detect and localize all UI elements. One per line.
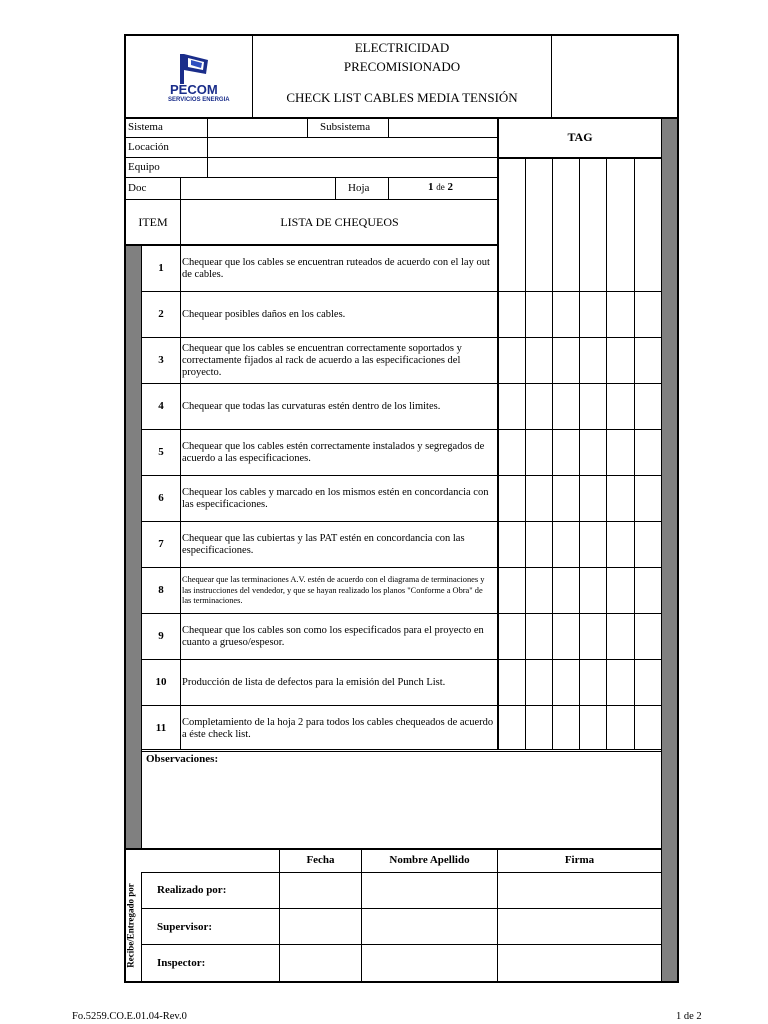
item-text: Completamiento de la hoja 2 para todos los cables chequeados de acuerdo a éste check list. (182, 717, 494, 740)
tag-check-cell[interactable] (526, 660, 552, 705)
item-header: ITEM (138, 215, 168, 229)
item-text: Chequear que las terminaciones A.V. estén de acuerdo con el diagrama de terminaciones y las instrucciones del vendedor, y que se hayan realizado los planos "Conforme a Obra" de las terminaciones. (182, 575, 485, 606)
header-title-2: PRECOMISIONADO (343, 59, 461, 74)
hoja-total: 2 (447, 181, 453, 193)
tag-check-cell[interactable] (553, 522, 579, 567)
label-hoja: Hoja (348, 182, 370, 194)
logo-text: PECOM (170, 82, 218, 97)
tag-check-cell[interactable] (635, 614, 661, 659)
footer-page: 1 de 2 (676, 1011, 702, 1022)
pecom-logo (160, 50, 232, 106)
tag-check-cell[interactable] (526, 476, 552, 521)
row-separator (142, 751, 662, 752)
tag-check-cell[interactable] (580, 384, 606, 429)
tag-check-cell[interactable] (635, 430, 661, 475)
tag-check-cell[interactable] (553, 476, 579, 521)
tag-check-cell[interactable] (580, 292, 606, 337)
tag-check-cell[interactable] (607, 614, 634, 659)
tag-check-cell[interactable] (635, 384, 661, 429)
footer-code: Fo.5259.CO.E.01.04-Rev.0 (72, 1011, 187, 1022)
tag-check-cell[interactable] (607, 246, 634, 291)
tag-check-cell[interactable] (499, 568, 525, 613)
item-text: Chequear que las cubiertas y las PAT estén en concordancia con las especificaciones. (182, 533, 465, 556)
tag-check-cell[interactable] (580, 614, 606, 659)
label-locacion: Locación (128, 141, 169, 153)
tag-check-cell[interactable] (526, 338, 552, 383)
tag-check-cell[interactable] (526, 246, 552, 291)
tag-check-cell[interactable] (499, 706, 525, 751)
item-text: Chequear que todas las curvaturas estén dentro de los limites. (182, 401, 441, 412)
tag-check-cell[interactable] (499, 476, 525, 521)
item-number: 6 (158, 492, 164, 504)
tag-check-cell[interactable] (526, 430, 552, 475)
tag-check-cell[interactable] (580, 476, 606, 521)
item-number: 7 (158, 538, 164, 550)
hoja-number (428, 182, 453, 193)
tag-check-cell[interactable] (553, 292, 579, 337)
tag-check-cell[interactable] (635, 706, 661, 751)
tag-check-cell[interactable] (553, 384, 579, 429)
item-text: Chequear los cables y marcado en los mismos estén en concordancia con las especificaciones. (182, 487, 489, 510)
tag-check-cell[interactable] (580, 430, 606, 475)
label-doc: Doc (128, 182, 147, 194)
tag-check-cell[interactable] (580, 522, 606, 567)
tag-check-cell[interactable] (553, 660, 579, 705)
item-number: 5 (158, 446, 164, 458)
tag-check-cell[interactable] (580, 338, 606, 383)
tag-check-cell[interactable] (526, 292, 552, 337)
tag-check-cell[interactable] (553, 246, 579, 291)
sig-row-realizado: Realizado por: (157, 884, 227, 896)
item-number: 4 (158, 400, 164, 412)
tag-check-cell[interactable] (635, 568, 661, 613)
hoja-current: 1 (428, 181, 434, 193)
tag-check-cell[interactable] (526, 706, 552, 751)
item-number: 2 (158, 308, 164, 320)
label-sistema: Sistema (128, 121, 163, 133)
tag-check-cell[interactable] (499, 246, 525, 291)
tag-check-cell[interactable] (607, 660, 634, 705)
tag-check-cell[interactable] (635, 246, 661, 291)
sig-row-inspector: Inspector: (157, 957, 206, 969)
label-equipo: Equipo (128, 161, 160, 173)
item-number: 9 (158, 630, 164, 642)
tag-check-cell[interactable] (526, 522, 552, 567)
tag-check-cell[interactable] (607, 338, 634, 383)
col-nombre: Nombre Apellido (389, 854, 470, 866)
tag-check-cell[interactable] (607, 522, 634, 567)
logo-subtext: SERVICIOS ENERGIA (168, 97, 230, 103)
observaciones-area[interactable] (142, 766, 661, 848)
observaciones-label: Observaciones: (146, 753, 219, 765)
tag-check-cell[interactable] (499, 522, 525, 567)
tag-check-cell[interactable] (553, 568, 579, 613)
item-text: Chequear posibles daños en los cables. (182, 309, 346, 320)
tag-check-cell[interactable] (499, 660, 525, 705)
side-label-recibe: Recibe/Entregado por (125, 883, 136, 968)
tag-check-cell[interactable] (553, 614, 579, 659)
tag-check-cell[interactable] (553, 706, 579, 751)
item-text: Chequear que los cables se encuentran ruteados de acuerdo con el lay out de cables. (182, 257, 490, 280)
item-number: 10 (155, 676, 167, 688)
tag-check-cell[interactable] (607, 568, 634, 613)
tag-check-cell[interactable] (499, 430, 525, 475)
tag-check-cell[interactable] (607, 430, 634, 475)
col-fecha: Fecha (306, 854, 335, 866)
header-title-3: CHECK LIST CABLES MEDIA TENSIÓN (286, 90, 518, 105)
sig-row-supervisor: Supervisor: (157, 921, 212, 933)
label-subsistema: Subsistema (320, 121, 371, 133)
tag-check-cell[interactable] (635, 660, 661, 705)
item-text: Chequear que los cables estén correctamente instalados y segregados de acuerdo a las especificaciones. (182, 441, 485, 464)
item-number: 1 (158, 262, 164, 274)
tag-check-cell[interactable] (580, 568, 606, 613)
tag-check-cell[interactable] (635, 522, 661, 567)
tag-check-cell[interactable] (580, 246, 606, 291)
tag-check-cell[interactable] (553, 338, 579, 383)
tag-check-cell[interactable] (635, 476, 661, 521)
tag-check-cell[interactable] (553, 430, 579, 475)
hoja-de: de (436, 182, 445, 192)
item-text: Producción de lista de defectos para la emisión del Punch List. (182, 677, 446, 688)
tag-check-cell[interactable] (499, 614, 525, 659)
tag-check-cell[interactable] (607, 292, 634, 337)
tag-header: TAG (567, 130, 593, 144)
tag-check-cell[interactable] (499, 292, 525, 337)
col-firma: Firma (564, 854, 595, 866)
item-number: 11 (155, 722, 167, 734)
tag-check-cell[interactable] (499, 338, 525, 383)
tag-check-cell[interactable] (580, 660, 606, 705)
tag-check-cell[interactable] (635, 292, 661, 337)
tag-check-cell[interactable] (607, 706, 634, 751)
tag-check-cell[interactable] (526, 384, 552, 429)
tag-check-cell[interactable] (607, 476, 634, 521)
tag-check-cell[interactable] (580, 706, 606, 751)
tag-check-cell[interactable] (526, 614, 552, 659)
tag-check-cell[interactable] (499, 384, 525, 429)
list-header: LISTA DE CHEQUEOS (280, 215, 399, 229)
tag-check-cell[interactable] (607, 384, 634, 429)
item-number: 3 (158, 354, 164, 366)
item-text: Chequear que los cables son como los especificados para el proyecto en cuanto a grueso/espesor. (182, 625, 484, 648)
tag-check-cell[interactable] (635, 338, 661, 383)
item-number: 8 (158, 584, 164, 596)
header-title-1: ELECTRICIDAD (354, 40, 450, 55)
tag-check-cell[interactable] (526, 568, 552, 613)
item-text: Chequear que los cables se encuentran correctamente soportados y correctamente fijados al rack de acuerdo a las especificaciones del proyecto. (182, 343, 462, 378)
